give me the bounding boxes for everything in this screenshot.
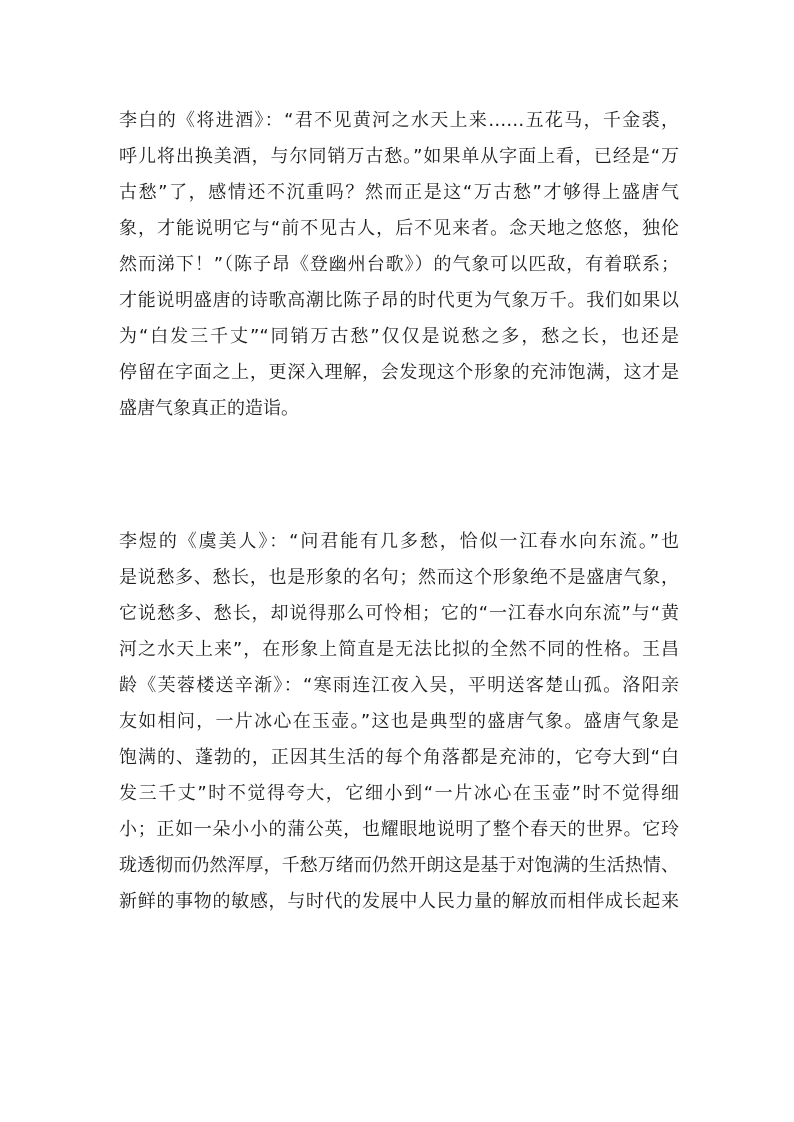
text-line: 它说愁多、愁长，却说得那么可怜相；它的“一江春水向东流”与“黄 <box>119 603 679 624</box>
text-line: 才能说明盛唐的诗歌高潮比陈子昂的时代更为气象万千。我们如果以 <box>119 290 679 311</box>
text-line: 停留在字面之上，更深入理解，会发现这个形象的充沛饱满，这才是 <box>119 362 679 383</box>
text-line: 龄《芙蓉楼送辛渐》：“寒雨连江夜入吴，平明送客楚山孤。洛阳亲 <box>119 675 679 696</box>
text-line: 然而涕下！”（陈子昂《登幽州台歌》）的气象可以匹敌，有着联系； <box>119 254 679 275</box>
text-line: 李煜的《虞美人》：“问君能有几多愁，恰似一江春水向东流。”也 <box>119 531 679 552</box>
text-line: 新鲜的事物的敏感，与时代的发展中人民力量的解放而相伴成长起来 <box>119 891 679 912</box>
text-line-last: 盛唐气象真正的造诣。 <box>119 398 299 419</box>
text-line: 珑透彻而仍然浑厚，千愁万绪而仍然开朗这是基于对饱满的生活热情、 <box>119 855 679 876</box>
text-line: 友如相问，一片冰心在玉壶。”这也是典型的盛唐气象。盛唐气象是 <box>119 711 679 732</box>
paragraph-li-yu <box>119 524 679 920</box>
text-line: 象，才能说明它与“前不见古人，后不见来者。念天地之悠悠，独伦 <box>119 218 679 239</box>
text-line: 李白的《将进酒》：“君不见黄河之水天上来……五花马，千金裘， <box>119 110 679 131</box>
text-line: 饱满的、蓬勃的，正因其生活的每个角落都是充沛的，它夸大到“白 <box>119 747 679 768</box>
paragraph-li-bai <box>119 103 679 427</box>
text-line: 古愁”了，感情还不沉重吗？然而正是这“万古愁”才够得上盛唐气 <box>119 182 679 203</box>
text-line: 为“白发三千丈”“同销万古愁”仅仅是说愁之多，愁之长，也还是 <box>119 326 679 347</box>
text-line: 河之水天上来”，在形象上简直是无法比拟的全然不同的性格。王昌 <box>119 639 679 660</box>
text-line: 发三千丈”时不觉得夸大，它细小到“一片冰心在玉壶”时不觉得细 <box>119 783 679 804</box>
text-line: 呼儿将出换美酒，与尔同销万古愁。”如果单从字面上看，已经是“万 <box>119 146 679 167</box>
text-line: 小；正如一朵小小的蒲公英，也耀眼地说明了整个春天的世界。它玲 <box>119 819 679 840</box>
text-line: 是说愁多、愁长，也是形象的名句；然而这个形象绝不是盛唐气象， <box>119 567 679 588</box>
